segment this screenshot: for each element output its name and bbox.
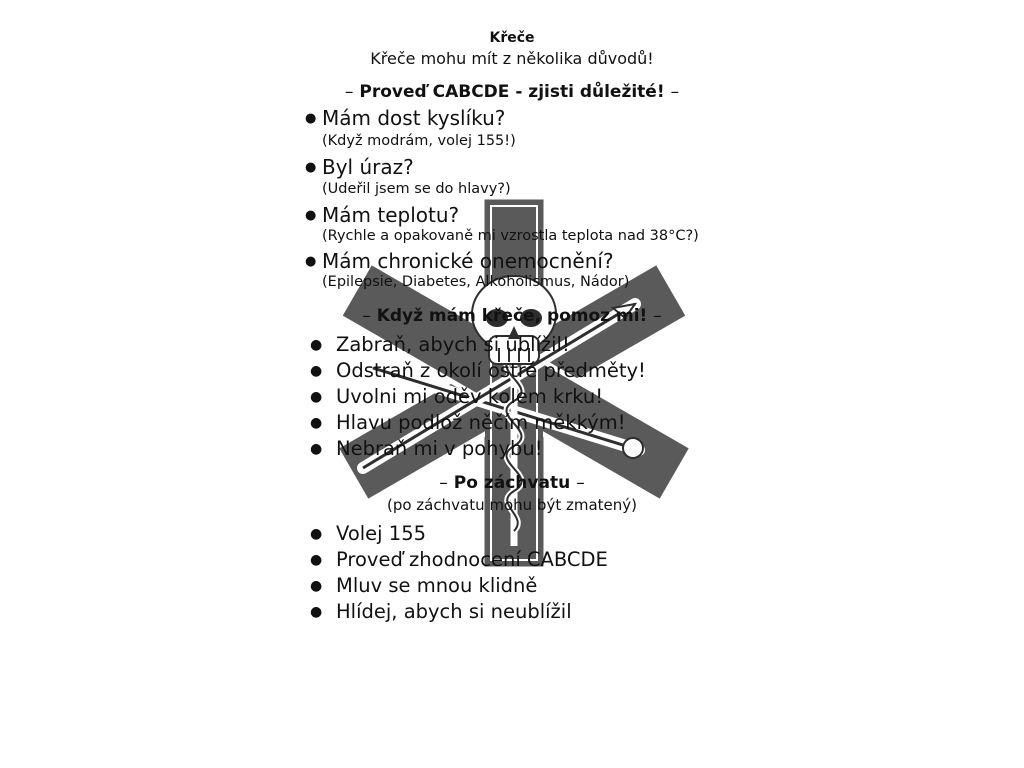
question-text: Mám chronické onemocnění? [322, 249, 614, 273]
bullet-icon: ● [305, 160, 317, 175]
heading-dash: – [362, 306, 371, 326]
question-note: (Epilepsie, Diabetes, Alkoholismus, Nádor) [322, 274, 630, 290]
bullet-icon: ● [310, 604, 323, 620]
question-note: (Když modrám, volej 155!) [322, 133, 516, 149]
bullet-icon: ● [310, 363, 323, 379]
section-heading-help [0, 306, 1024, 326]
heading-dash: – [576, 473, 585, 493]
help-list-item [310, 385, 603, 408]
help-item-text: Odstraň z okolí ostré předměty! [336, 359, 646, 382]
document-title: Křeče [489, 30, 535, 46]
heading-dash: – [439, 473, 448, 493]
document-subtitle: Křeče mohu mít z několika důvodů! [370, 49, 654, 68]
after-list-item [310, 600, 572, 623]
heading-dash: – [344, 82, 354, 102]
question-item [305, 155, 414, 179]
bullet-icon: ● [310, 441, 323, 457]
after-item-text: Proveď zhodnocení CABCDE [336, 548, 608, 571]
bullet-icon: ● [310, 389, 323, 405]
bullet-icon: ● [310, 552, 323, 568]
after-item-text: Volej 155 [336, 522, 427, 545]
bullet-icon: ● [305, 111, 317, 126]
heading-dash: – [670, 82, 680, 102]
after-seizure-note: (po záchvatu mohu být zmatený) [386, 496, 637, 514]
after-list-item [310, 574, 537, 597]
help-list-item [310, 411, 626, 434]
bullet-icon: ● [310, 578, 323, 594]
bullet-icon: ● [305, 254, 317, 269]
after-item-text: Mluv se mnou klidně [336, 574, 538, 597]
question-item [305, 249, 614, 273]
help-item-text: Nebraň mi v pohybu! [336, 437, 543, 460]
question-note: (Rychle a opakovaně mi vzrostla teplota nad 38°C?) [322, 228, 699, 244]
help-list-item [310, 437, 543, 460]
bullet-icon: ● [310, 337, 323, 353]
help-item-text: Zabraň, abych si ublížil! [336, 333, 570, 356]
question-text: Byl úraz? [322, 155, 414, 179]
question-note: (Udeřil jsem se do hlavy?) [322, 181, 511, 197]
section-heading-text: Když mám křeče, pomoz mi! [376, 306, 648, 326]
after-list-item [310, 522, 426, 545]
question-text: Mám teplotu? [322, 203, 460, 227]
question-item [305, 106, 505, 130]
after-list-item [310, 548, 608, 571]
bullet-icon: ● [310, 526, 323, 542]
bullet-icon: ● [310, 415, 323, 431]
section-heading-after-seizure [0, 473, 1024, 493]
section-heading-text: Proveď CABCDE - zjisti důležité! [359, 82, 665, 102]
bullet-icon: ● [305, 208, 317, 223]
help-list-item [310, 359, 646, 382]
question-item [305, 203, 459, 227]
after-item-text: Hlídej, abych si neublížil [336, 600, 572, 623]
help-item-text: Uvolni mi oděv kolem krku! [336, 385, 604, 408]
question-text: Mám dost kyslíku? [322, 106, 506, 130]
section-heading-text: Po záchvatu [453, 473, 571, 493]
help-item-text: Hlavu podlož něčím měkkým! [336, 411, 626, 434]
help-list-item [310, 333, 570, 356]
section-heading-cabcde [0, 82, 1024, 102]
heading-dash: – [653, 306, 662, 326]
